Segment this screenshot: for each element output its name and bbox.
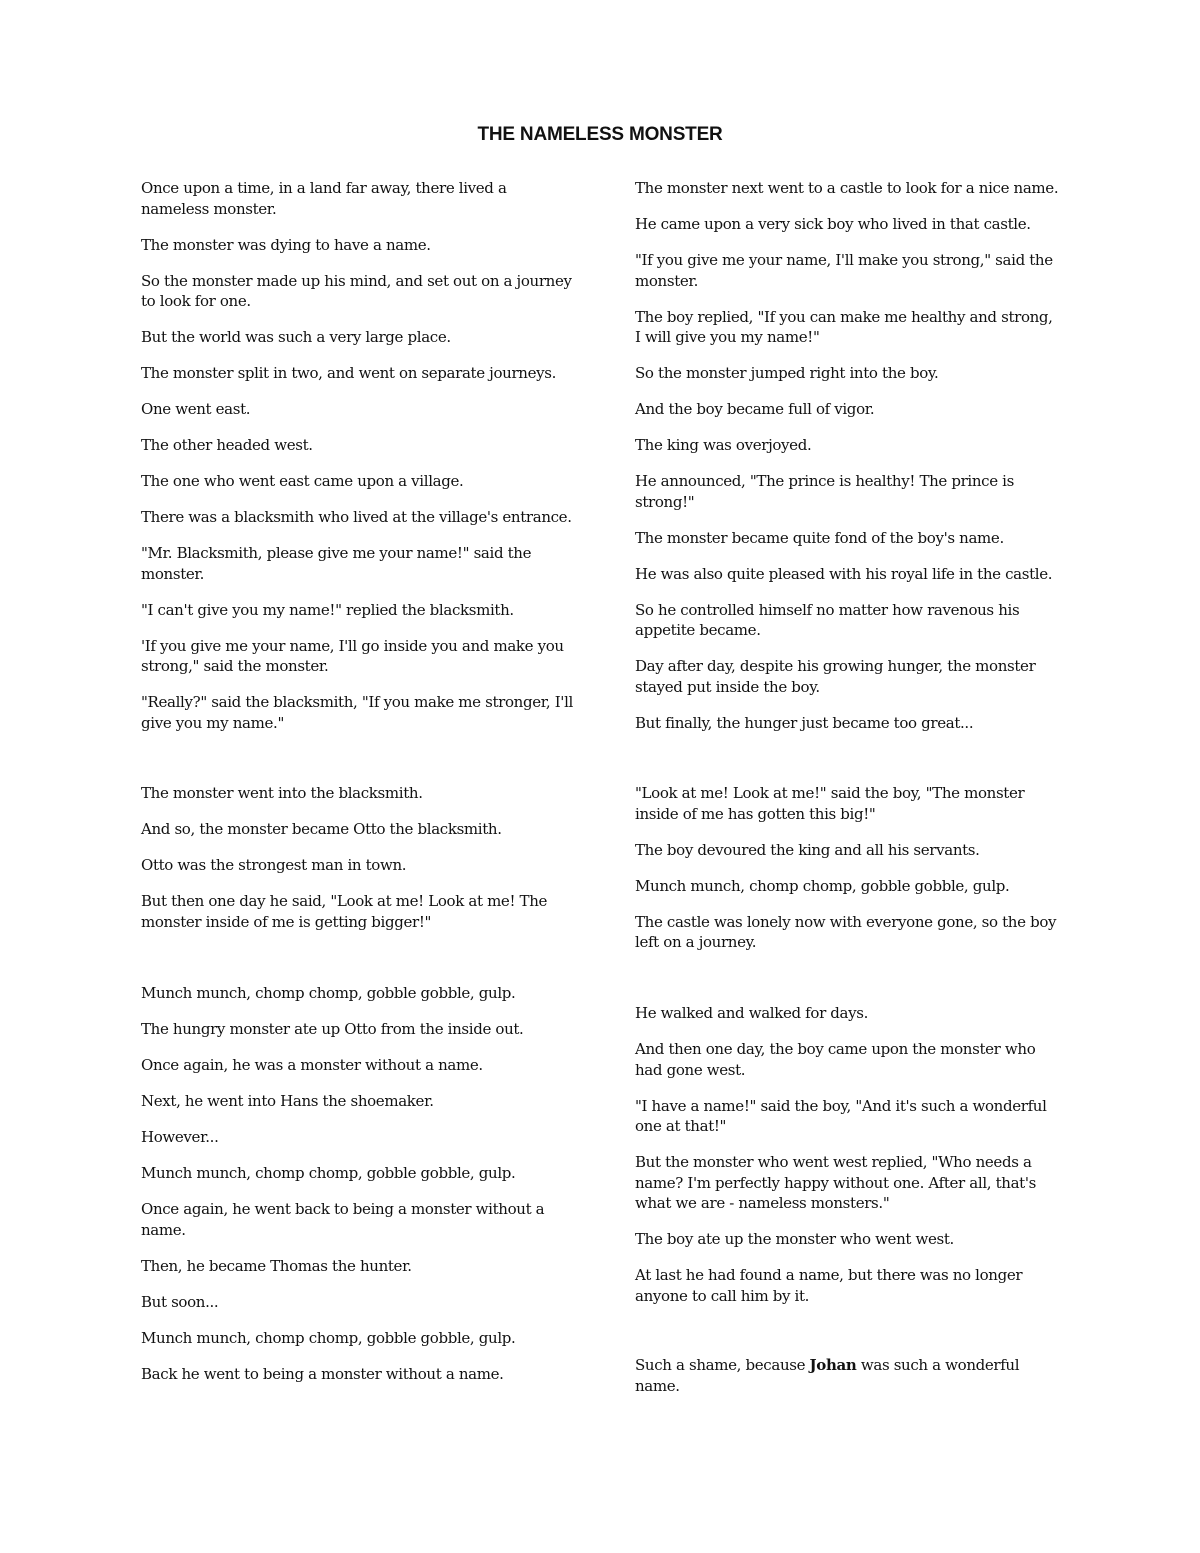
paragraph: But soon... (141, 1292, 219, 1311)
left-section-3 (141, 983, 574, 1400)
paragraph: At last he had found a name, but there was no longer anyone to call him by it. (635, 1266, 1023, 1305)
paragraph: Munch munch, chomp chomp, gobble gobble, gulp. (141, 1164, 516, 1182)
paragraph: And so, the monster became Otto the blacksmith. (141, 820, 502, 838)
paragraph: Munch munch, chomp chomp, gobble gobble, gulp. (141, 984, 516, 1002)
paragraph: Then, he became Thomas the hunter. (141, 1256, 412, 1275)
final-text-before: Such a shame, because (635, 1356, 810, 1374)
paragraph: The monster next went to a castle to look for a nice name. (635, 179, 1059, 197)
paragraph: The hungry monster ate up Otto from the inside out. (141, 1020, 524, 1038)
paragraph: Once again, he went back to being a monster without a name. (141, 1200, 545, 1239)
paragraph: He walked and walked for days. (635, 1004, 869, 1022)
paragraph: He announced, "The prince is healthy! The prince is strong!" (635, 472, 1014, 511)
left-section-1 (141, 178, 574, 749)
left-section-2 (141, 783, 574, 948)
paragraph: "If you give me your name, I'll make you strong," said the monster. (635, 251, 1053, 290)
paragraph: The monster went into the blacksmith. (141, 784, 423, 802)
paragraph: The other headed west. (141, 436, 313, 454)
page-title: THE NAMELESS MONSTER (477, 124, 723, 145)
paragraph: The one who went east came upon a village. (141, 472, 464, 490)
paragraph: So he controlled himself no matter how ravenous his appetite became. (635, 600, 1020, 639)
final-paragraph (635, 1355, 1060, 1396)
paragraph: The monster became quite fond of the boy's name. (635, 528, 1004, 547)
paragraph: But the world was such a very large place. (141, 328, 451, 346)
right-section-1 (635, 178, 1060, 749)
paragraph: Once again, he was a monster without a name. (141, 1056, 483, 1074)
paragraph: The king was overjoyed. (635, 436, 812, 454)
paragraph: Once upon a time, in a land far away, there lived a nameless monster. (141, 179, 507, 218)
right-section-3 (635, 1003, 1060, 1322)
paragraph: "Really?" said the blacksmith, "If you make me stronger, I'll give you my name." (141, 693, 573, 732)
paragraph: And then one day, the boy came upon the monster who had gone west. (635, 1040, 1036, 1079)
right-section-2 (635, 783, 1060, 968)
paragraph: Day after day, despite his growing hunger, the monster stayed put inside the boy. (635, 657, 1036, 696)
paragraph: One went east. (141, 400, 251, 418)
paragraph: There was a blacksmith who lived at the village's entrance. (141, 508, 572, 526)
paragraph: "I have a name!" said the boy, "And it's such a wonderful one at that!" (635, 1096, 1047, 1135)
paragraph: And the boy became full of vigor. (635, 400, 875, 418)
right-section-final (635, 1355, 1060, 1412)
paragraph: But the monster who went west replied, "Who needs a name? I'm perfectly happy without one. After all, that's what we are - nameless monsters." (635, 1153, 1036, 1212)
paragraph: Next, he went into Hans the shoemaker. (141, 1092, 434, 1110)
paragraph: The boy devoured the king and all his servants. (635, 840, 980, 859)
paragraph: The monster split in two, and went on separate journeys. (141, 364, 557, 382)
paragraph: But finally, the hunger just became too great... (635, 713, 974, 732)
paragraph: He came upon a very sick boy who lived in that castle. (635, 215, 1031, 233)
paragraph: "Look at me! Look at me!" said the boy, "The monster inside of me has gotten this big!" (635, 784, 1025, 823)
paragraph: Back he went to being a monster without a name. (141, 1364, 504, 1383)
paragraph: The boy replied, "If you can make me healthy and strong, I will give you my name!" (635, 307, 1053, 346)
paragraph: The castle was lonely now with everyone gone, so the boy left on a journey. (635, 912, 1057, 951)
paragraph: Otto was the strongest man in town. (141, 856, 407, 874)
paragraph: However... (141, 1128, 219, 1146)
name-johan: Johan (809, 1356, 857, 1374)
paragraph: The monster was dying to have a name. (141, 235, 431, 254)
final-text-after: was such a wonderful name. (635, 1356, 1020, 1395)
paragraph: The boy ate up the monster who went west. (635, 1230, 954, 1248)
paragraph: Munch munch, chomp chomp, gobble gobble, gulp. (635, 876, 1010, 895)
paragraph: "Mr. Blacksmith, please give me your name!" said the monster. (141, 544, 532, 583)
paragraph: 'If you give me your name, I'll go inside you and make you strong," said the monster. (141, 636, 564, 675)
paragraph: So the monster jumped right into the boy. (635, 364, 939, 382)
paragraph: He was also quite pleased with his royal life in the castle. (635, 564, 1053, 583)
paragraph: So the monster made up his mind, and set out on a journey to look for one. (141, 271, 572, 310)
paragraph: "I can't give you my name!" replied the blacksmith. (141, 600, 514, 619)
paragraph: But then one day he said, "Look at me! Look at me! The monster inside of me is getting bigger!" (141, 892, 548, 931)
paragraph: Munch munch, chomp chomp, gobble gobble, gulp. (141, 1328, 516, 1347)
